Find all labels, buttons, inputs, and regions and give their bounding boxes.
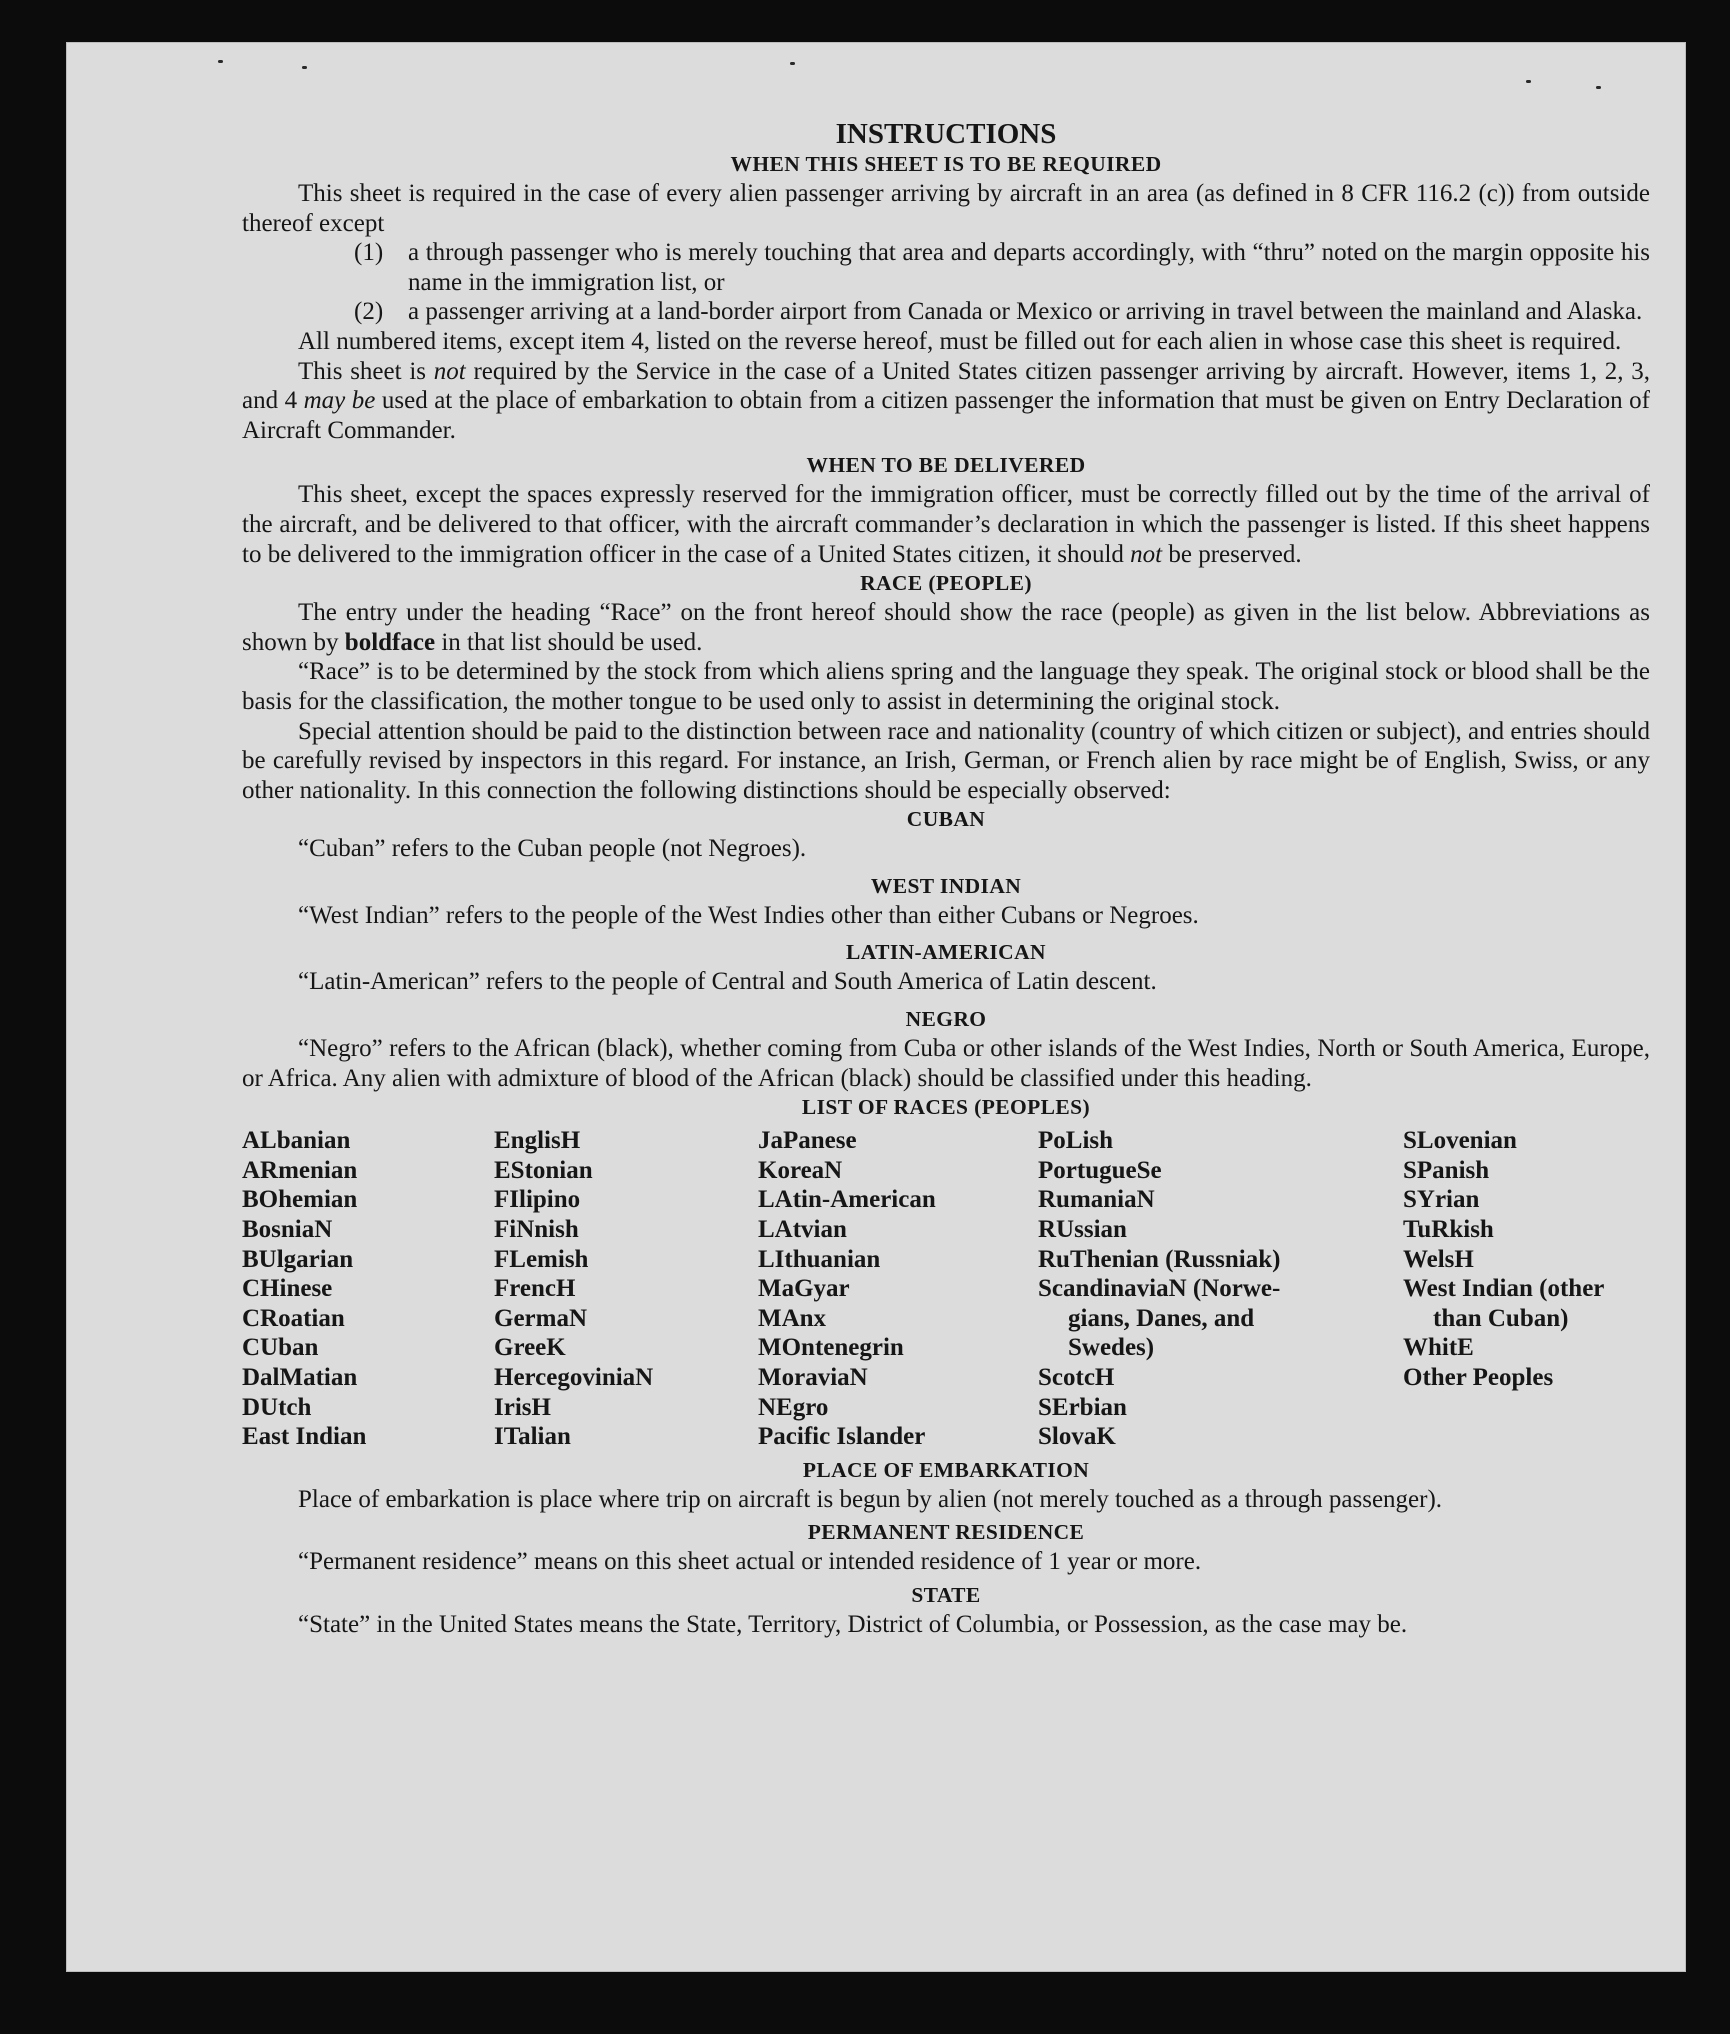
race-entry: JaPanese — [758, 1127, 857, 1155]
race-entry: West Indian (other — [1403, 1275, 1605, 1303]
race-entry: BosniaN — [242, 1216, 333, 1244]
race-entry: ScandinaviaN (Norwe- — [1038, 1275, 1281, 1303]
races-column-1 — [242, 1126, 494, 1452]
exception-item — [354, 297, 1650, 327]
races-group — [1403, 1333, 1650, 1392]
cuban-text: “Cuban” refers to the Cuban people (not Negroes). — [298, 835, 807, 863]
race-entry: RuThenian (Russniak) — [1038, 1245, 1281, 1273]
race-entry: EnglisH — [494, 1127, 581, 1155]
race-entry: PoLish — [1038, 1127, 1114, 1155]
race-entry: MoraviaN — [758, 1364, 868, 1391]
delivered-not: not — [1130, 540, 1163, 568]
race-boldface: boldface — [344, 628, 436, 656]
race-paragraph-3: Special attention should be paid to the distinction between race and nationality (country of which citizen or subject), and entries should be carefully revised by inspectors in this regard. For instance, an Irish, German, or French alien by race might be of English, Swiss, or any other nationality. In this connection the following distinctions should be especially observed: — [242, 717, 1650, 804]
race-text-b: in that list should be used. — [435, 628, 703, 656]
item-number: (2) — [354, 298, 384, 326]
races-group — [1038, 1363, 1403, 1452]
ink-speck — [790, 62, 795, 65]
west-indian-text: “West Indian” refers to the people of the West Indies other than either Cubans or Negroes. — [298, 901, 1199, 929]
race-entry: WhitE — [1403, 1334, 1474, 1362]
heading-state: STATE — [911, 1582, 981, 1607]
race-entry: FLemish — [494, 1245, 589, 1273]
races-column-2 — [494, 1126, 758, 1452]
race-entry-continued: gians, Danes, and — [1068, 1304, 1255, 1332]
negro-text: “Negro” refers to the African (black), whether coming from Cuba or other islands of the West Indies, North or South America, Europe, or Africa. Any alien with admixture of blood of the African (black) should be classified under this heading. — [242, 1035, 1650, 1092]
race-entry: RumaniaN — [1038, 1186, 1155, 1214]
race-entry: LIthuanian — [758, 1245, 881, 1273]
race-entry: MaGyar — [758, 1275, 850, 1303]
heading-latin-american: LATIN-AMERICAN — [846, 940, 1046, 965]
ink-speck — [302, 66, 307, 69]
races-group — [1403, 1126, 1650, 1274]
race-entry: DUtch — [242, 1393, 312, 1421]
race-entry: CHinese — [242, 1275, 333, 1303]
exception-item — [354, 238, 1650, 297]
citizen-text-2: required by the Service in the case of a United States citizen passenger arriving by aircraft. However, items 1, 2, 3, and 4 — [242, 357, 1650, 415]
race-entry: HercegoviniaN — [494, 1364, 654, 1391]
race-entry: LAtvian — [758, 1216, 847, 1244]
race-entry: GreeK — [494, 1334, 566, 1362]
citizen-may-be: may be — [303, 387, 376, 415]
race-entry: IrisH — [494, 1393, 551, 1421]
race-entry: ARmenian — [242, 1156, 358, 1184]
ink-speck — [1596, 86, 1601, 89]
heading-race: RACE (PEOPLE) — [860, 571, 1032, 596]
race-entry: ALbanian — [242, 1127, 351, 1155]
instructions-content — [242, 118, 1650, 1640]
race-entry: MOntenegrin — [758, 1334, 904, 1362]
race-paragraph-1 — [242, 598, 1650, 657]
race-entry: SYrian — [1403, 1186, 1480, 1214]
item-number: (1) — [354, 239, 384, 267]
race-entry: BUlgarian — [242, 1245, 354, 1273]
heading-permanent-residence: PERMANENT RESIDENCE — [807, 1520, 1085, 1545]
citizen-text-1: This sheet is — [298, 357, 434, 385]
heading-list-of-races: LIST OF RACES (PEOPLES) — [801, 1095, 1091, 1120]
races-column-4 — [1038, 1126, 1403, 1452]
page-title: INSTRUCTIONS — [835, 118, 1057, 150]
citizen-paragraph — [242, 357, 1650, 446]
race-entry: PortugueSe — [1038, 1156, 1162, 1184]
delivered-text-1: This sheet, except the spaces expressly reserved for the immigration officer, must be correctly filled out by the time of the arrival of the aircraft, and be delivered to that officer, with the aircraft commander’s declaration in which the passenger is listed. If this sheet happens to be delivered to the immigration officer in the case of a United States citizen, it should — [242, 481, 1650, 568]
item-text: a through passenger who is merely touching that area and departs accordingly, with “thru” noted on the margin opposite his name in the immigration list, or — [408, 239, 1650, 296]
race-entry: FIlipino — [494, 1186, 581, 1214]
delivered-text-2: be preserved. — [1162, 540, 1302, 568]
race-entry: TuRkish — [1403, 1216, 1494, 1244]
race-entry: SlovaK — [1038, 1423, 1116, 1451]
race-entry: CRoatian — [242, 1304, 345, 1332]
ink-speck — [218, 60, 223, 63]
race-paragraph-2: “Race” is to be determined by the stock from which aliens spring and the language they speak. The original stock or blood shall be the basis for the classification, the mother tongue to be used only to assist in determining the original stock. — [242, 658, 1650, 715]
heading-when-required: WHEN THIS SHEET IS TO BE REQUIRED — [730, 152, 1162, 176]
races-column-3 — [758, 1126, 1038, 1452]
state-text: “State” in the United States means the State, Territory, District of Columbia, or Possession, as the case may be. — [298, 1610, 1408, 1638]
race-entry: ITalian — [494, 1423, 571, 1451]
races-column-5 — [1403, 1126, 1650, 1452]
race-text-a: The entry under the heading “Race” on the front hereof should show the race (people) as given in the list below. Abbreviations as shown by — [242, 599, 1650, 656]
latin-american-text: “Latin-American” refers to the people of Central and South America of Latin descent. — [298, 968, 1157, 996]
race-entry: SErbian — [1038, 1393, 1127, 1421]
races-list — [242, 1126, 1650, 1452]
race-entry-continued: Swedes) — [1068, 1334, 1155, 1362]
residence-text: “Permanent residence” means on this sheet actual or intended residence of 1 year or more. — [298, 1548, 1202, 1576]
race-entry: KoreaN — [758, 1156, 843, 1184]
heading-negro: NEGRO — [905, 1007, 987, 1032]
document-sheet — [66, 42, 1686, 1972]
races-group — [1038, 1126, 1403, 1274]
delivered-paragraph — [242, 480, 1650, 569]
race-entry: FiNnish — [494, 1216, 579, 1244]
race-entry: ScotcH — [1038, 1364, 1115, 1391]
ink-speck — [1526, 80, 1531, 83]
heading-cuban: CUBAN — [906, 807, 986, 832]
race-entry-continued: than Cuban) — [1433, 1304, 1569, 1332]
required-intro: This sheet is required in the case of every alien passenger arriving by aircraft in an area (as defined in 8 CFR 116.2 (c)) from outside thereof except — [242, 180, 1650, 237]
heading-west-indian: WEST INDIAN — [870, 873, 1022, 898]
race-entry: Pacific Islander — [758, 1423, 926, 1451]
citizen-text-3: used at the place of embarkation to obtain from a citizen passenger the information that must be given on Entry Declaration of Aircraft Commander. — [242, 387, 1651, 444]
race-entry: DalMatian — [242, 1364, 358, 1391]
heading-when-delivered: WHEN TO BE DELIVERED — [806, 453, 1086, 478]
race-entry: Other Peoples — [1403, 1364, 1554, 1391]
race-entry: NEgro — [758, 1393, 829, 1421]
race-entry: BOhemian — [242, 1186, 358, 1214]
race-entry: SPanish — [1403, 1156, 1490, 1184]
race-entry: CUban — [242, 1334, 319, 1362]
race-entry: SLovenian — [1403, 1127, 1517, 1155]
race-entry: LAtin-American — [758, 1186, 936, 1214]
race-entry: MAnx — [758, 1304, 827, 1332]
race-entry: RUssian — [1038, 1216, 1127, 1244]
citizen-not: not — [433, 357, 466, 385]
item-text: a passenger arriving at a land-border airport from Canada or Mexico or arriving in travel between the mainland and Alaska. — [408, 298, 1643, 326]
heading-place-of-embarkation: PLACE OF EMBARKATION — [802, 1457, 1090, 1482]
race-entry: WelsH — [1403, 1245, 1474, 1273]
numbered-items-paragraph: All numbered items, except item 4, listed on the reverse hereof, must be filled out for each alien in whose case this sheet is required. — [298, 327, 1622, 355]
embarkation-text: Place of embarkation is place where trip on aircraft is begun by alien (not merely touched as a through passenger). — [298, 1485, 1443, 1513]
race-entry: FrencH — [494, 1275, 576, 1303]
race-entry: East Indian — [242, 1423, 367, 1451]
race-entry: GermaN — [494, 1304, 588, 1332]
race-entry: EStonian — [494, 1156, 593, 1184]
